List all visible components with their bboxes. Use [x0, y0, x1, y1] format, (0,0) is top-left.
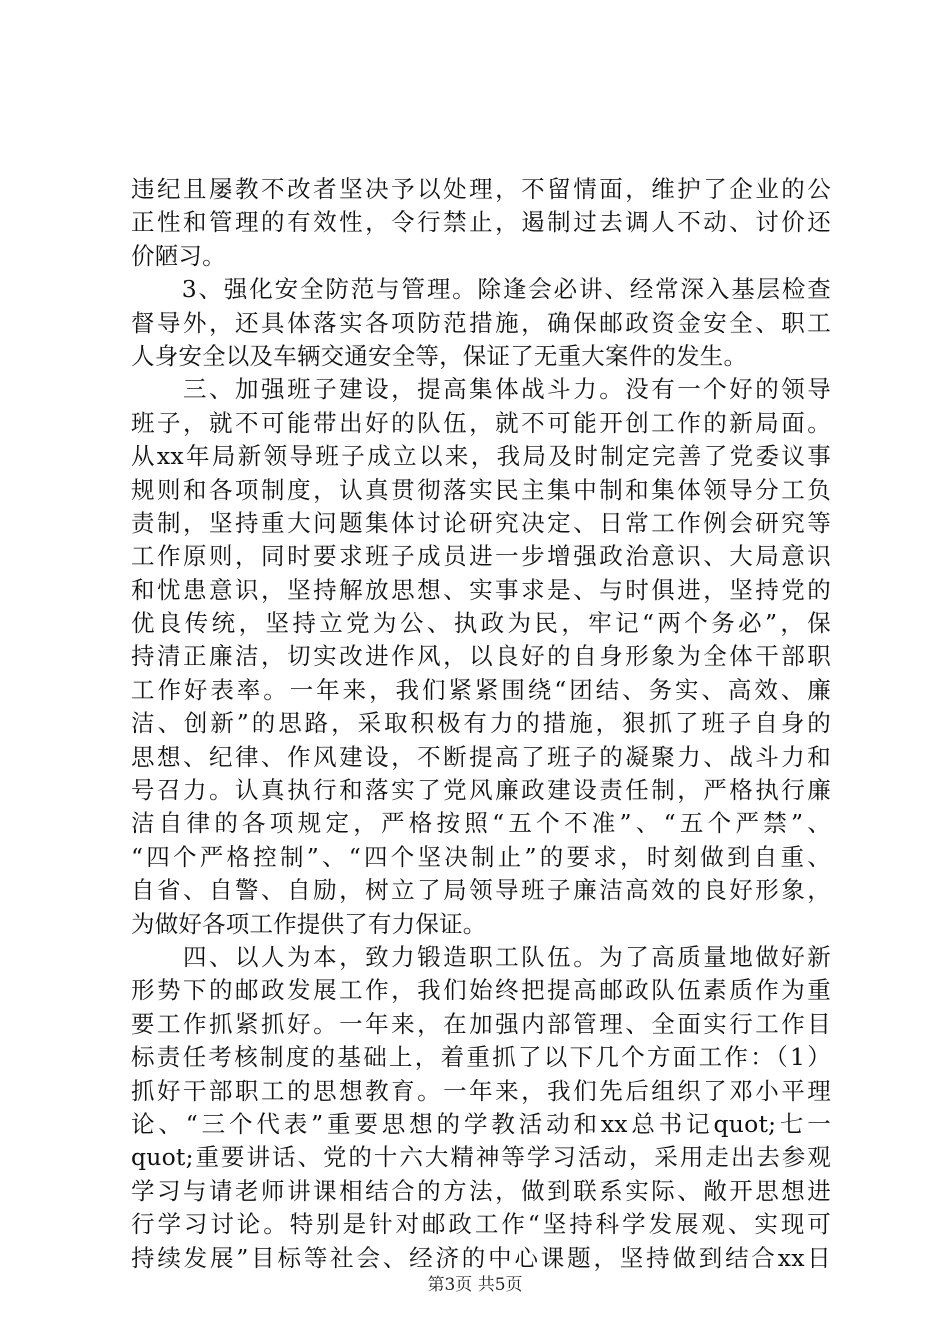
text-line: 为做好各项工作提供了有力保证。	[131, 909, 487, 938]
text-line: 洁、创新”的思路，采取积极有力的措施，狠抓了班子自身的	[131, 709, 831, 738]
text-line: 学习与请老师讲课相结合的方法，做到联系实际、敞开思想进	[131, 1176, 831, 1205]
text-line: 形势下的邮政发展工作，我们始终把提高邮政队伍素质作为重	[131, 976, 831, 1005]
text-line: 论、“三个代表”重要思想的学教活动和xx总书记quot;七一	[131, 1109, 831, 1138]
text-line: 工作好表率。一年来，我们紧紧围绕“团结、务实、高效、廉	[131, 675, 831, 704]
text-line: 价陋习。	[131, 241, 226, 270]
text-line: 责制，坚持重大问题集体讨论研究决定、日常工作例会研究等	[131, 508, 831, 537]
text-line: 人身安全以及车辆交通安全等，保证了无重大案件的发生。	[131, 341, 748, 370]
text-line: 3、强化安全防范与管理。除逢会必讲、经常深入基层检查	[131, 275, 831, 304]
text-line: 四、以人为本，致力锻造职工队伍。为了高质量地做好新	[131, 942, 831, 971]
text-line: 优良传统，坚持立党为公、执政为民，牢记“两个务必”，保	[131, 609, 831, 638]
text-line: 三、加强班子建设，提高集体战斗力。没有一个好的领导	[131, 375, 831, 404]
page-footer: 第3页 共5页	[427, 1275, 523, 1295]
text-line: 持续发展”目标等社会、经济的中心课题，坚持做到结合xx日	[131, 1243, 831, 1272]
text-line: 班子，就不可能带出好的队伍，就不可能开创工作的新局面。	[131, 408, 831, 437]
text-line: 标责任考核制度的基础上，着重抓了以下几个方面工作：（1）	[131, 1043, 831, 1072]
text-line: 正性和管理的有效性，令行禁止，遏制过去调人不动、讨价还	[131, 208, 831, 237]
text-line: 要工作抓紧抓好。一年来，在加强内部管理、全面实行工作目	[131, 1009, 831, 1038]
text-line: 抓好干部职工的思想教育。一年来，我们先后组织了邓小平理	[131, 1076, 831, 1105]
text-line: 思想、纪律、作风建设，不断提高了班子的凝聚力、战斗力和	[131, 742, 831, 771]
text-line: 号召力。认真执行和落实了党风廉政建设责任制，严格执行廉	[131, 776, 831, 805]
text-line: “四个严格控制”、“四个坚决制止”的要求，时刻做到自重、	[131, 842, 831, 871]
text-line: quot;重要讲话、党的十六大精神等学习活动，采用走出去参观	[131, 1143, 831, 1172]
text-line: 洁自律的各项规定，严格按照“五个不准”、“五个严禁”、	[131, 809, 831, 838]
text-line: 督导外，还具体落实各项防范措施，确保邮政资金安全、职工	[131, 308, 831, 337]
text-line: 持清正廉洁，切实改进作风，以良好的自身形象为全体干部职	[131, 642, 831, 671]
text-line: 规则和各项制度，认真贯彻落实民主集中制和集体领导分工负	[131, 475, 831, 504]
text-line: 自省、自警、自励，树立了局领导班子廉洁高效的良好形象，	[131, 876, 831, 905]
text-line: 从xx年局新领导班子成立以来，我局及时制定完善了党委议事	[131, 442, 831, 471]
text-line: 行学习讨论。特别是针对邮政工作“坚持科学发展观、实现可	[131, 1210, 831, 1239]
body-text	[131, 173, 831, 1275]
text-line: 工作原则，同时要求班子成员进一步增强政治意识、大局意识	[131, 542, 831, 571]
text-line: 和忧患意识，坚持解放思想、实事求是、与时俱进，坚持党的	[131, 575, 831, 604]
text-line: 违纪且屡教不改者坚决予以处理，不留情面，维护了企业的公	[131, 175, 831, 203]
